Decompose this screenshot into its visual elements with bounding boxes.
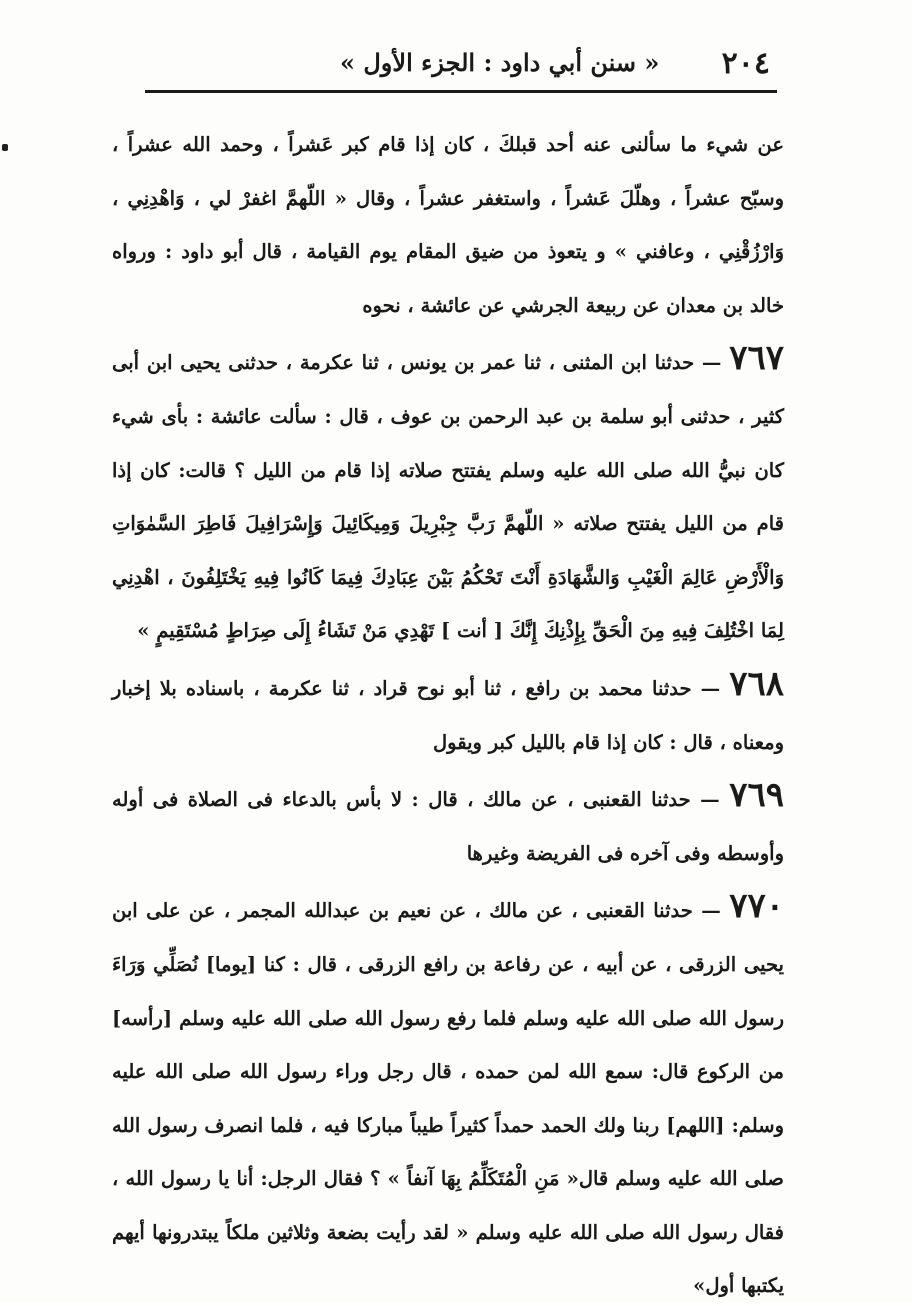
hadith-769 [112, 769, 784, 880]
paragraph-text: حدثنا القعنبى ، عن مالك ، قال : لا بأس بالدعاء فى الصلاة فى أوله وأوسطه وفى آخره فى الفريضة وغيرها [112, 788, 784, 865]
margin-mark [2, 144, 8, 151]
body-text [112, 118, 784, 1313]
hadith-767 [112, 332, 784, 658]
hadith-number: ٧٧٠ [729, 886, 784, 927]
dash-separator: — [694, 351, 722, 375]
paragraph-continuation [112, 118, 784, 332]
paragraph-text: حدثنا القعنبى ، عن مالك ، عن نعيم بن عبدالله المجمر ، عن على ابن يحيى الزرقى ، عن أبيه ، عن رفاعة بن رافع الزرقى ، قال : كنا [يوما] نُصَلِّي وَرَاءَ رسول الله صلى الله عليه وسلم فلما رفع رسول الله صلى الله عليه وسلم [رأسه] من الركوع قال: سمع الله لمن حمده ، قال رجل وراء رسول الله صلى الله عليه وسلم: [اللهم] ربنا ولك الحمد حمداً كثيراً طيباً مباركا فيه ، فلما انصرف رسول الله صلى الله عليه وسلم قال« مَنِ الْمُتَكَلِّمُ بِهَا آنفاً » ؟ فقال الرجل: أنا يا رسول الله ، فقال رسول الله صلى الله عليه وسلم « لقد رأيت بضعة وثلاثين ملكاً يبتدرونها أيهم يكتبها أول» [112, 899, 784, 1298]
hadith-number: ٧٦٧ [729, 338, 784, 379]
dash-separator: — [692, 899, 721, 923]
dash-separator: — [691, 676, 721, 700]
paragraph-text: عن شيء ما سألنى عنه أحد قبلكَ ، كان إذا قام كبر عَشراً ، وحمد الله عشراً ، وسبّح عشراً ، وهلّلَ عَشراً ، واستغفر عشراً ، وقال « اللّهمَّ اغفرْ لي ، وَاهْدِنِي ، وَارْزُقْنِي ، وعافني » و يتعوذ من ضيق المقام يوم القيامة ، قال أبو داود : ورواه خالد بن معدان عن ربيعة الجرشي عن عائشة ، نحوه [112, 133, 784, 317]
running-title: « سنن أبي داود : الجزء الأول » [340, 48, 660, 77]
paragraph-text: حدثنا محمد بن رافع ، ثنا أبو نوح قراد ، ثنا عكرمة ، باسناده بلا إخبار ومعناه ، قال : كان إذا قام بالليل كبر ويقول [112, 676, 784, 754]
paragraph-text: حدثنا ابن المثنى ، ثنا عمر بن يونس ، ثنا عكرمة ، حدثنى يحيى ابن أبى كثير ، حدثنى أبو سلمة بن عبد الرحمن بن عوف ، قال : سألت عائشة : بأى شيء كان نبيُّ الله صلى الله عليه وسلم يفتتح صلاته إذا قام من الليل ؟ قالت: كان إذا قام من الليل يفتتح صلاته « اللّهمَّ رَبَّ جِبْرِيلَ وَمِيكَائِيلَ وَإِسْرَافِيلَ فَاطِرَ السَّمٰوَاتِ وَالْأَرْضِ عَالِمَ الْغَيْبِ وَالشَّهَادَةِ أَنْتَ تَحْكُمُ بَيْنَ عِبَادِكَ فِيمَا كَانُوا فِيهِ يَخْتَلِفُونَ ، اهْدِنِي لِمَا اخْتُلِفَ فِيهِ مِنَ الْحَقِّ بِإِذْنِكَ إِنَّكَ [ أنت ] تَهْدِي مَنْ تَشَاءُ إِلَى صِرَاطٍ مُسْتَقِيمٍ » [112, 351, 784, 643]
page-number: ٢٠٤ [721, 46, 770, 81]
page-header [140, 42, 780, 82]
hadith-770 [112, 880, 784, 1313]
header-rule [145, 90, 777, 93]
hadith-number: ٧٦٨ [729, 663, 784, 704]
hadith-768 [112, 658, 784, 769]
dash-separator: — [690, 788, 720, 812]
hadith-number: ٧٦٩ [729, 775, 784, 816]
